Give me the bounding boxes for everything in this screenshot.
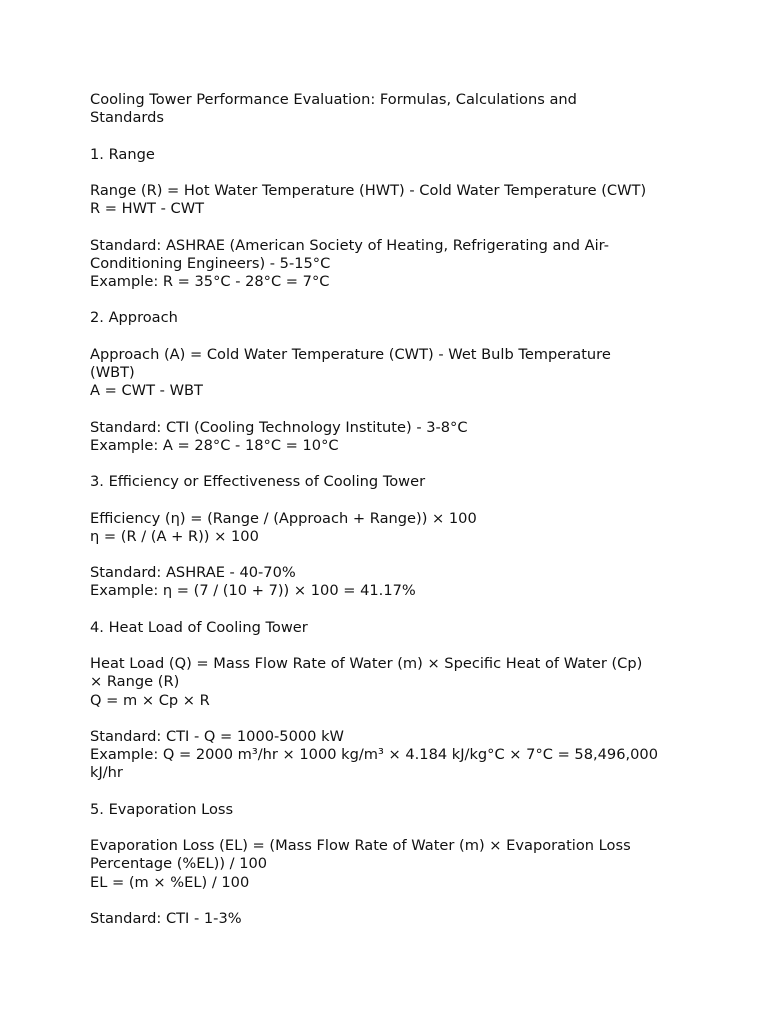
example-line: Example: A = 28°C - 18°C = 10°C <box>90 436 339 454</box>
spacer <box>90 710 690 728</box>
spacer <box>90 328 690 346</box>
formula-line: η = (R / (A + R)) × 100 <box>90 527 259 545</box>
definition-line: (WBT) <box>90 363 135 381</box>
formula-line: EL = (m × %EL) / 100 <box>90 873 250 891</box>
definition-line: Percentage (%EL)) / 100 <box>90 855 268 873</box>
spacer <box>90 546 690 564</box>
standard-line: Conditioning Engineers) - 5-15°C <box>90 254 331 272</box>
document-title-line-1: Cooling Tower Performance Evaluation: Formulas, Calculations and <box>90 91 577 108</box>
example-line: Example: Q = 2000 m³/hr × 1000 kg/m³ × 4.184 kJ/kg°C × 7°C = 58,496,000 <box>90 746 658 764</box>
spacer <box>90 164 690 182</box>
formula-line: R = HWT - CWT <box>90 200 205 218</box>
section-heading-efficiency: 3. Efficiency or Effectiveness of Cooling Tower <box>90 473 426 491</box>
definition-line: Efficiency (η) = (Range / (Approach + Range)) × 100 <box>90 509 477 527</box>
definition-line: × Range (R) <box>90 673 180 691</box>
section-heading-range: 1. Range <box>90 145 155 163</box>
example-line: Example: R = 35°C - 28°C = 7°C <box>90 272 330 290</box>
definition-line: Evaporation Loss (EL) = (Mass Flow Rate of Water (m) × Evaporation Loss <box>90 837 631 855</box>
spacer <box>90 491 690 509</box>
standard-line: Standard: CTI - Q = 1000-5000 kW <box>90 727 344 745</box>
section-heading-approach: 2. Approach <box>90 309 178 327</box>
formula-line: A = CWT - WBT <box>90 382 203 400</box>
section-heading-evaporation-loss: 5. Evaporation Loss <box>90 800 234 818</box>
spacer <box>90 637 690 655</box>
spacer <box>90 819 690 837</box>
document-body <box>90 91 690 928</box>
standard-line: Standard: ASHRAE (American Society of Heating, Refrigerating and Air- <box>90 236 609 254</box>
example-line: kJ/hr <box>90 764 123 782</box>
spacer <box>90 400 690 418</box>
spacer <box>90 783 690 801</box>
document-title-line-2: Standards <box>90 109 164 127</box>
spacer <box>90 218 690 236</box>
standard-line: Standard: CTI - 1-3% <box>90 909 242 927</box>
definition-line: Range (R) = Hot Water Temperature (HWT) - Cold Water Temperature (CWT) <box>90 181 647 199</box>
definition-line: Heat Load (Q) = Mass Flow Rate of Water (m) × Specific Heat of Water (Cp) <box>90 655 643 673</box>
spacer <box>90 892 690 910</box>
standard-line: Standard: CTI (Cooling Technology Institute) - 3-8°C <box>90 418 468 436</box>
spacer <box>90 127 690 145</box>
example-line: Example: η = (7 / (10 + 7)) × 100 = 41.17% <box>90 582 416 600</box>
spacer <box>90 455 690 473</box>
spacer <box>90 601 690 619</box>
definition-line: Approach (A) = Cold Water Temperature (CWT) - Wet Bulb Temperature <box>90 345 611 363</box>
formula-line: Q = m × Cp × R <box>90 691 210 709</box>
section-heading-heat-load: 4. Heat Load of Cooling Tower <box>90 618 308 636</box>
standard-line: Standard: ASHRAE - 40-70% <box>90 564 296 582</box>
spacer <box>90 291 690 309</box>
